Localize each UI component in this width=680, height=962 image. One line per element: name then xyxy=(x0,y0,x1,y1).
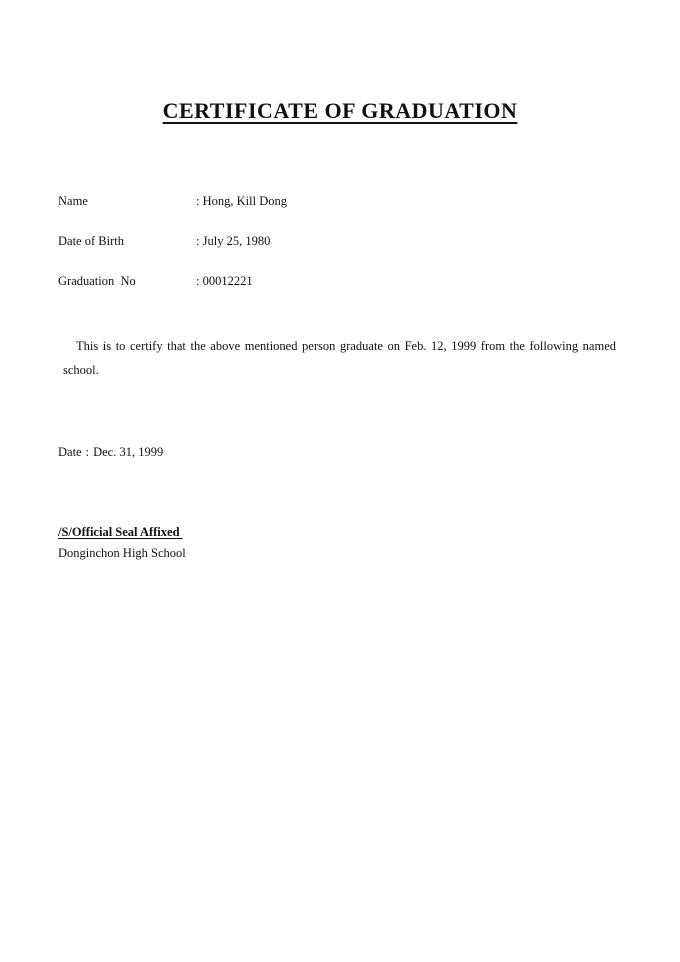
field-name xyxy=(58,194,287,209)
school-name: Donginchon High School xyxy=(58,546,186,560)
field-date-of-birth-value: : July 25, 1980 xyxy=(196,234,270,248)
field-name-label: Name xyxy=(58,194,88,208)
issue-date-separator: : xyxy=(85,445,90,459)
issue-date-value: Dec. 31, 1999 xyxy=(93,445,164,459)
field-name-value: : Hong, Kill Dong xyxy=(196,194,287,208)
field-date-of-birth xyxy=(58,234,270,249)
certification-statement: This is to certify that the above mentioned person graduate on Feb. 12, 1999 from the following named school. xyxy=(63,339,616,377)
field-graduation-number-label: Graduation No xyxy=(58,274,136,288)
certificate-title-text: CERTIFICATE OF GRADUATION xyxy=(162,98,518,123)
field-graduation-number-value: : 00012221 xyxy=(196,274,253,288)
certificate-title xyxy=(0,98,680,124)
issue-date xyxy=(58,445,163,460)
field-date-of-birth-label: Date of Birth xyxy=(58,234,124,248)
field-graduation-number xyxy=(58,274,253,289)
issue-date-label: Date xyxy=(58,445,82,459)
official-seal-line: /S/Official Seal Affixed xyxy=(58,525,183,539)
